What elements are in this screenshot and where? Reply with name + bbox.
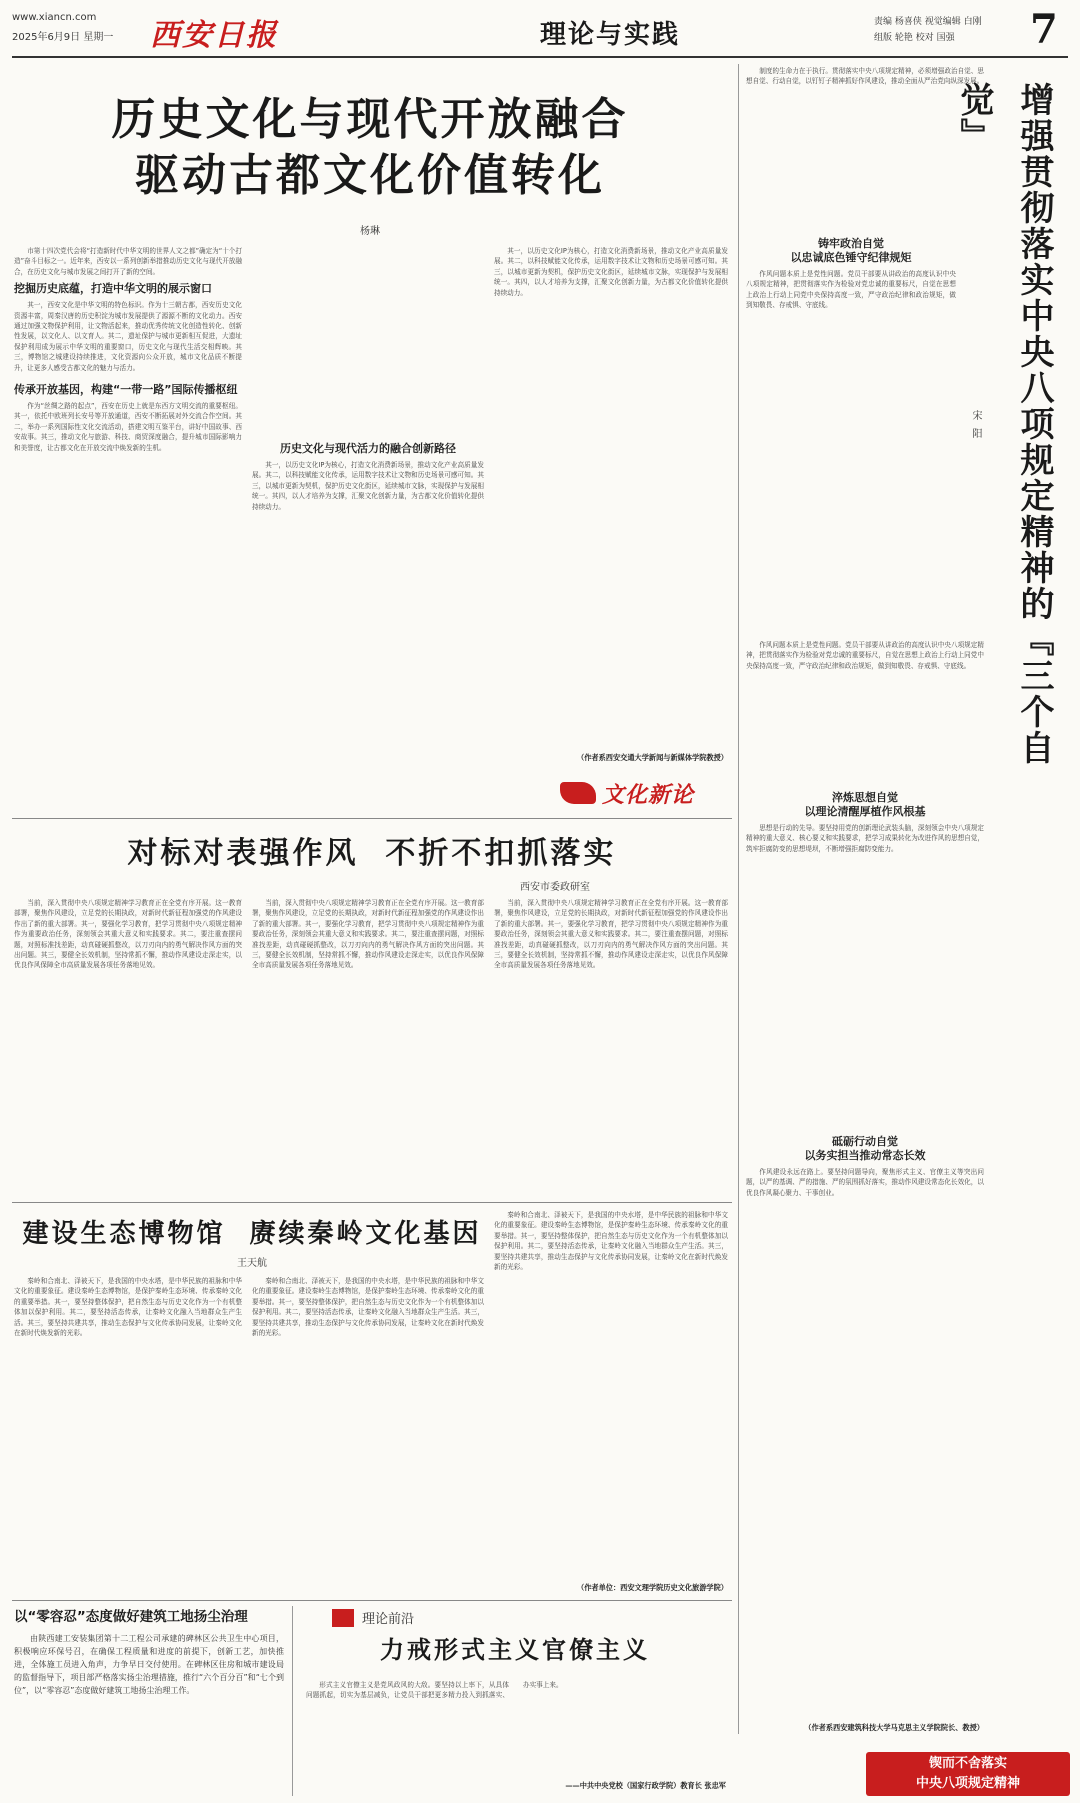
right-col-note: （作者系西安建筑科技大学马克思主义学院院长、教授） [804, 1723, 984, 1732]
site-url[interactable]: www.xiancn.com [12, 12, 97, 23]
right-col-s2-text: 思想是行动的先导。要坚持用党的创新理论武装头脑，深刻领会中央八项规定精神的重大意义、核心要义和实践要求，把学习成果转化为改进作风的思想自觉，筑牢拒腐防变的思想堤坝，不断增强拒腐防变能力。 [746, 824, 984, 853]
article1-sub2: 传承开放基因，构建“一带一路”国际传播枢纽 [14, 383, 238, 397]
right-col-s1-text: 作风问题本质上是党性问题。党员干部要从讲政治的高度认识中央八项规定精神，把贯彻落实作为检验对党忠诚的重要标尺，自觉在思想上政治上行动上同党中央保持高度一致，严守政治纪律和政治规矩，做到知敬畏、存戒惧、守底线。 [746, 270, 956, 310]
right-col-s3-text: 作风建设永远在路上。要坚持问题导向，聚焦形式主义、官僚主义等突出问题，以严的基调、严的措施、严的氛围抓好落实，推动作风建设常态化长效化，以优良作风凝心聚力、干事创业。 [746, 1168, 984, 1197]
editor-line-2: 组版 轮艳 校对 国强 [874, 33, 955, 43]
forum-note: ——中共中央党校（国家行政学院）教育长 张忠军 [565, 1781, 726, 1790]
culture-banner-label: 文化新论 [602, 781, 695, 808]
stamp-line2: 中央八项规定精神 [915, 1776, 1020, 1791]
right-col-sub2: 淬炼思想自觉 以理论清醒厚植作风根基 [804, 791, 926, 818]
article1-title [60, 92, 680, 204]
brief-text: 由陕西建工安装集团第十二工程公司承建的碑林区公共卫生中心项目，积极响应环保号召，在确保工程质量和进度的前提下，创新工艺，加快推进，全体施工员进入角声，力争早日交付使用。在碑林区住房和城市建设局的监督指导下，项目部严格落实扬尘治理措施，推行“六个百分百”和“七个到位”，以“零容忍”态度做好建筑工地扬尘治理工作。 [14, 1634, 284, 1695]
article1-title-line1: 历史文化与现代开放融合 [111, 94, 629, 145]
forum-text: 形式主义官僚主义是党风政风的大敌。要坚持以上率下，从具体问题抓起，切实为基层减负，让党员干部把更多精力投入到抓落实、办实事上来。 [306, 1681, 563, 1700]
article2-col2 [252, 898, 484, 1198]
article1-sub1: 挖掘历史底蕴，打造中华文明的展示窗口 [14, 282, 212, 296]
article1-note: （作者系西安交通大学新闻与新媒体学院教授） [577, 753, 728, 762]
article3-text-3: 秦岭和合南北、泽被天下，是我国的中央水塔，是中华民族的祖脉和中华文化的重要象征。建设秦岭生态博物馆，是保护秦岭生态环境、传承秦岭文化的重要举措。其一，要坚持整体保护，把自然生态与历史文化作为一个有机整体加以保护利用。其二，要坚持活态传承，让秦岭文化融入当地群众生产生活。其三，要坚持共建共享，推动生态保护与文化传承协同发展，让秦岭文化在新时代焕发新的光彩。 [494, 1211, 728, 1272]
right-col-intro: 制度的生命力在于执行。贯彻落实中央八项规定精神，必须增强政治自觉、思想自觉、行动自觉，以钉钉子精神抓好作风建设，推动全面从严治党向纵深发展。 [746, 67, 984, 86]
right-col-sub1: 铸牢政治自觉 以忠诚底色锤守纪律规矩 [790, 237, 912, 264]
article3-col1 [14, 1276, 242, 1576]
forum-title: 力戒形式主义官僚主义 [380, 1635, 650, 1664]
brief-title: 以“零容忍”态度做好建筑工地扬尘治理 [14, 1609, 248, 1625]
right-col-s1-cont: 作风问题本质上是党性问题。党员干部要从讲政治的高度认识中央八项规定精神，把贯彻落实作为检验对党忠诚的重要标尺，自觉在思想上政治上行动上同党中央保持高度一致，严守政治纪律和政治规矩，做到知敬畏、存戒惧、守底线。 [746, 641, 984, 670]
article2-text-2: 当前，深入贯彻中央八项规定精神学习教育正在全党有序开展。这一教育部署，聚焦作风建设，立足党的长期执政，对新时代新征程加强党的作风建设作出了新的重大部署。其一，要强化学习教育，把学习贯彻中央八项规定精神作为重要政治任务，深刻领会其重大意义和实践要求。其二，要注重查摆问题，对照标准找差距，动真碰硬抓整改，以刀刃向内的勇气解决作风方面的突出问题。其三，要健全长效机制，坚持常抓不懈，推动作风建设走深走实，以优良作风保障全市高质量发展各项任务落地见效。 [252, 899, 484, 970]
article1-sub3: 历史文化与现代活力的融合创新路径 [280, 442, 456, 455]
culture-banner [560, 775, 728, 811]
masthead [0, 0, 1080, 58]
right-col-author: 宋阳 [970, 410, 981, 446]
article2-col3 [494, 898, 728, 1198]
brief-divider [292, 1606, 293, 1796]
campaign-stamp [866, 1752, 1070, 1796]
article3-col3 [494, 1210, 728, 1580]
right-col-sec3 [746, 1130, 984, 1720]
stamp-line1: 锲而不舍落实 [928, 1756, 1007, 1771]
article1-s3-text: 其一，以历史文化IP为核心，打造文化消费新场景，推动文化产业高质量发展。其二，以科技赋能文化传承，运用数字技术让文物和历史场景可感可知。其三，以城市更新为契机，保护历史文化街区，延续城市文脉，实现保护与发展相统一。其四，以人才培养为支撑，汇聚文化创新力量，为古都文化价值转化提供持续动力。 [252, 461, 484, 511]
section-title: 理论与实践 [540, 20, 681, 50]
article1-s2-text: 作为“丝绸之路的起点”，西安在历史上就是东西方文明交流的重要枢纽。其一，依托中欧班列长安号等开放通道，西安不断拓展对外交流合作空间。其二，举办一系列国际性文化交流活动，搭建文明互鉴平台，讲好中国故事、西安故事。其三，推动文化与旅游、科技、商贸深度融合，提升城市国际影响力和美誉度，让古都文化在开放交流中焕发新的生机。 [14, 402, 242, 452]
issue-date: 2025年6月9日 星期一 [12, 32, 114, 43]
culture-banner-brush [560, 782, 596, 804]
forum-label-text: 理论前沿 [362, 1612, 415, 1627]
article3-title: 建设生态博物馆 赓续秦岭文化基因 [22, 1219, 482, 1249]
article3-author: 王天航 [237, 1258, 267, 1269]
article1-lead: 市第十四次党代会将“打造新时代中华文明的世界人文之都”确定为“十个打造”奋斗目标之一。近年来，西安以一系列创新举措推动历史文化与现代开放融合，在历史文化与城市发展之间打开了新的空间。 [14, 247, 242, 276]
masthead-rule [12, 56, 1068, 58]
right-col-sec2 [746, 786, 984, 1126]
article2-text-1: 当前，深入贯彻中央八项规定精神学习教育正在全党有序开展。这一教育部署，聚焦作风建设，立足党的长期执政，对新时代新征程加强党的作风建设作出了新的重大部署。其一，要强化学习教育，把学习贯彻中央八项规定精神作为重要政治任务，深刻领会其重大意义和实践要求。其二，要注重查摆问题，对照标准找差距，动真碰硬抓整改，以刀刃向内的勇气解决作风方面的突出问题。其三，要健全长效机制，坚持常抓不懈，推动作风建设走深走实，以优良作风保障全市高质量发展各项任务落地见效。 [14, 899, 242, 970]
article1-col3 [494, 246, 728, 746]
article3-text-1: 秦岭和合南北、泽被天下，是我国的中央水塔，是中华民族的祖脉和中华文化的重要象征。建设秦岭生态博物馆，是保护秦岭生态环境、传承秦岭文化的重要举措。其一，要坚持整体保护，把自然生态与历史文化作为一个有机整体加以保护利用。其二，要坚持活态传承，让秦岭文化融入当地群众生产生活。其三，要坚持共建共享，推动生态保护与文化传承协同发展，让秦岭文化在新时代焕发新的光彩。 [14, 1277, 242, 1338]
article2-author: 西安市委政研室 [520, 882, 590, 893]
article2-top-rule [12, 818, 732, 819]
paper-logo: 西安日报 [150, 18, 278, 53]
article1-s1-text: 其一，西安文化是中华文明的特色标识。作为十三朝古都，西安历史文化资源丰富，周秦汉唐的历史积淀为城市发展提供了源源不断的文化动力。西安通过加强文物保护利用，让文物活起来，推动优秀传统文化创造性转化、创新性发展，以文化人、以文育人。其二，遗址保护与城市更新相互促进，大遗址保护利用成为展示中华文明的重要窗口，历史文化与现代生活交相辉映。其三，博物馆之城建设持续推进，文化资源向公众开放，城市文化品质不断提升，让更多人感受古都文化的魅力与活力。 [14, 301, 242, 372]
article1-author: 杨琳 [360, 226, 380, 237]
right-col-divider [738, 64, 739, 1734]
article3-text-2: 秦岭和合南北、泽被天下，是我国的中央水塔，是中华民族的祖脉和中华文化的重要象征。建设秦岭生态博物馆，是保护秦岭生态环境、传承秦岭文化的重要举措。其一，要坚持整体保护，把自然生态与历史文化作为一个有机整体加以保护利用。其二，要坚持活态传承，让秦岭文化融入当地群众生产生活。其三，要坚持共建共享，推动生态保护与文化传承协同发展，让秦岭文化在新时代焕发新的光彩。 [252, 1277, 484, 1338]
forum-label [332, 1608, 414, 1627]
right-col-title: 增强贯彻落实中央八项规定精神的『三个自觉』 [954, 82, 1054, 766]
brief-box [14, 1608, 284, 1794]
article2-title: 对标对表强作风 不折不扣抓落实 [127, 836, 617, 871]
article2-text-3: 当前，深入贯彻中央八项规定精神学习教育正在全党有序开展。这一教育部署，聚焦作风建设，立足党的长期执政，对新时代新征程加强党的作风建设作出了新的重大部署。其一，要强化学习教育，把学习贯彻中央八项规定精神作为重要政治任务，深刻领会其重大意义和实践要求。其二，要注重查摆问题，对照标准找差距，动真碰硬抓整改，以刀刃向内的勇气解决作风方面的突出问题。其三，要健全长效机制，坚持常抓不懈，推动作风建设走深走实，以优良作风保障全市高质量发展各项任务落地见效。 [494, 899, 728, 970]
forum-label-mark [332, 1609, 354, 1627]
article1-col3-text: 其一，以历史文化IP为核心，打造文化消费新场景，推动文化产业高质量发展。其二，以科技赋能文化传承，运用数字技术让文物和历史场景可感可知。其三，以城市更新为契机，保护历史文化街区，延续城市文脉，实现保护与发展相统一。其四，以人才培养为支撑，汇聚文化创新力量，为古都文化价值转化提供持续动力。 [494, 247, 728, 297]
article3-col2 [252, 1276, 484, 1576]
brief-top-rule [12, 1600, 732, 1601]
right-col-sub3: 砥砺行动自觉 以务实担当推动常态长效 [804, 1135, 926, 1162]
right-col-sec1b [746, 640, 984, 780]
article1-title-line2: 驱动古都文化价值转化 [135, 150, 605, 201]
article3-top-rule [12, 1202, 732, 1203]
article2-col1 [14, 898, 242, 1198]
article3-note: （作者单位：西安文理学院历史文化旅游学院） [577, 1583, 728, 1592]
editor-line-1: 责编 杨喜侠 视觉编辑 白刚 [874, 17, 982, 27]
article1-col1 [14, 246, 242, 806]
page-number: 7 [1030, 6, 1058, 53]
article1-col2 [252, 246, 484, 806]
